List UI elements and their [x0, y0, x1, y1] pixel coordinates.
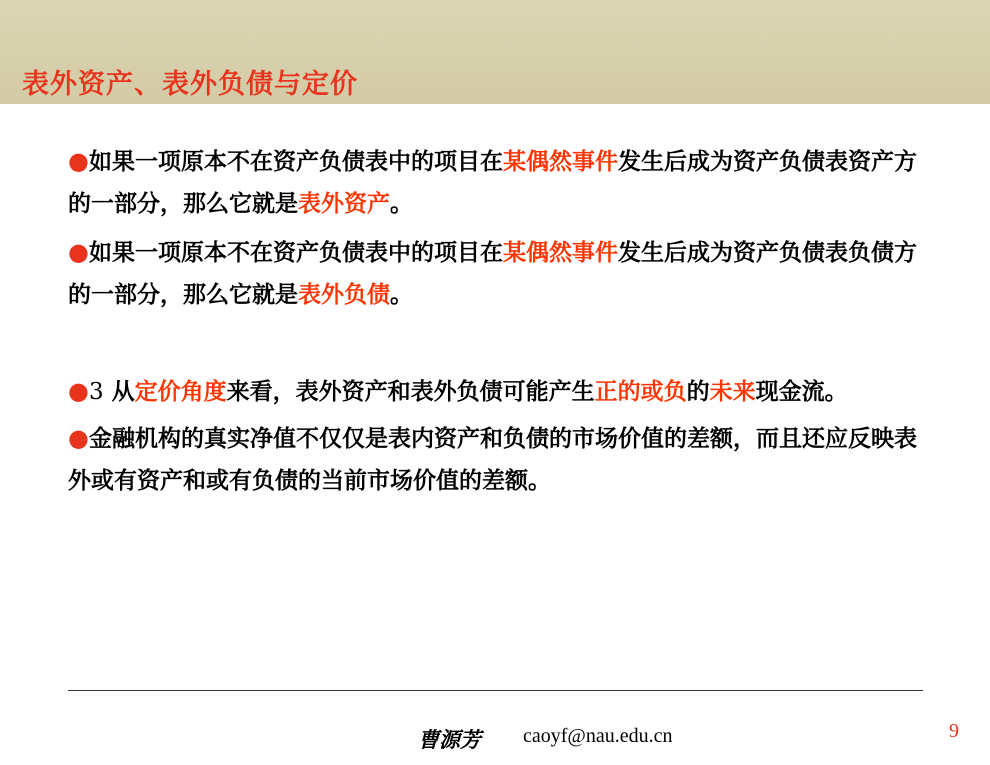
highlight-text: 表外资产 [298, 191, 390, 217]
footer-divider [68, 690, 923, 691]
highlight-text: 正的或负 [594, 379, 687, 405]
paragraph-text: 的 [686, 379, 710, 405]
highlight-text: 某偶然事件 [502, 149, 618, 175]
paragraph-text: 。 [390, 282, 413, 308]
paragraph-text: 。 [390, 191, 413, 217]
paragraph-text: 如果一项原本不在资产负债表中的项目在 [88, 240, 503, 266]
item-number: 3 [88, 379, 104, 405]
paragraph-text: 金融机构的真实净值不仅仅是表内资产和负债的市场价值的差额，而且还应反映表外或有资产和或有负债的当前市场价值的差额。 [68, 426, 917, 494]
highlight-text: 未来 [709, 379, 756, 405]
paragraph-text: 发生后成为资产负债表资产方的一部分，那么它就是 [68, 149, 917, 217]
bullet-icon: ● [68, 424, 89, 452]
highlight-text: 定价角度 [134, 379, 227, 405]
highlight-text: 某偶然事件 [502, 240, 618, 266]
bullet-icon: ● [68, 147, 89, 175]
paragraph-text: 发生后成为资产负债表负债方的一部分，那么它就是 [68, 240, 917, 308]
bullet-icon: ● [68, 238, 89, 266]
paragraph-text: 现金流。 [755, 379, 848, 405]
footer-author: 曹源芳 [418, 727, 481, 752]
page-number: 9 [949, 720, 959, 742]
highlight-text: 表外负债 [298, 282, 390, 308]
slide-content [68, 140, 918, 502]
paragraph-1 [68, 140, 918, 225]
title-bar [0, 0, 990, 104]
footer-email: caoyf@nau.edu.cn [523, 725, 673, 747]
paragraph-text: 如果一项原本不在资产负债表中的项目在 [88, 149, 503, 175]
paragraph-2 [68, 231, 918, 316]
paragraph-text: 来看，表外资产和表外负债可能产生 [226, 379, 595, 405]
slide-title: 表外资产、表外负债与定价 [22, 69, 358, 100]
paragraph-text: 从 [111, 379, 135, 405]
bullet-icon: ● [68, 377, 89, 405]
paragraph-4 [68, 417, 918, 502]
paragraph-3 [68, 370, 918, 413]
